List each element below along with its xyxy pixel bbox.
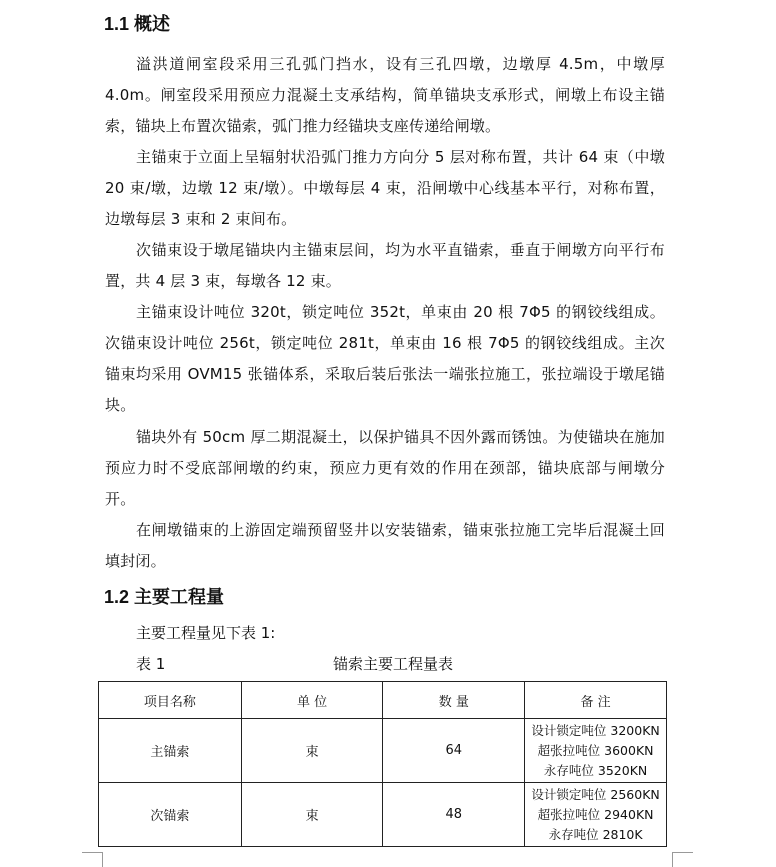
note-line: 永存吨位 2810K bbox=[548, 826, 643, 842]
header-notes: 备 注 bbox=[525, 682, 667, 719]
table-row bbox=[99, 719, 667, 783]
cell-name: 主锚索 bbox=[99, 719, 242, 783]
paragraph-4: 主锚束设计吨位 320t，锁定吨位 352t，单束由 20 根 7Φ5 的钢铰线组成。次锚束设计吨位 256t，锁定吨位 281t，单束由 16 根 7Φ5 的钢铰线组成。主次锚束均采用 OVM15 张锚体系，采取后装后张法一端张拉施工，张拉端设于墩尾锚块。 bbox=[105, 303, 665, 414]
table-caption: 锚索主要工程量表 bbox=[333, 655, 454, 673]
note-line: 超张拉吨位 3600KN bbox=[537, 742, 654, 758]
note-line: 超张拉吨位 2940KN bbox=[537, 806, 654, 822]
table-intro: 主要工程量见下表 1: bbox=[136, 624, 276, 642]
cell-quantity: 64 bbox=[383, 719, 525, 783]
header-name: 项目名称 bbox=[99, 682, 242, 719]
cell-unit: 束 bbox=[241, 719, 383, 783]
header-unit: 单 位 bbox=[241, 682, 383, 719]
paragraph-2: 主锚束于立面上呈辐射状沿弧门推力方向分 5 层对称布置，共计 64 束（中墩 20 束/墩，边墩 12 束/墩）。中墩每层 4 束，沿闸墩中心线基本平行，对称布置，边墩每层 3 束和 2 束间布。 bbox=[105, 148, 665, 228]
header-quantity: 数 量 bbox=[383, 682, 525, 719]
page-corner-mark-right bbox=[672, 852, 693, 867]
table-row bbox=[99, 783, 667, 847]
note-line: 设计锁定吨位 2560KN bbox=[531, 786, 660, 802]
paragraph-5: 锚块外有 50cm 厚二期混凝土，以保护锚具不因外露而锈蚀。为使锚块在施加预应力时不受底部闸墩的约束，预应力更有效的作用在颈部，锚块底部与闸墩分开。 bbox=[105, 428, 665, 508]
paragraph-3: 次锚束设于墩尾锚块内主锚束层间，均为水平直锚索，垂直于闸墩方向平行布置，共 4 层 3 束，每墩各 12 束。 bbox=[105, 241, 665, 290]
cell-notes bbox=[525, 783, 667, 847]
paragraph-1: 溢洪道闸室段采用三孔弧门挡水，设有三孔四墩，边墩厚 4.5m，中墩厚 4.0m。闸室段采用预应力混凝土支承结构，简单锚块支承形式，闸墩上布设主锚索，锚块上布置次锚索，弧门推力经锚块支座传递给闸墩。 bbox=[105, 55, 665, 135]
table-number: 表 1 bbox=[136, 655, 166, 673]
page-corner-mark-left bbox=[82, 852, 103, 867]
quantities-table bbox=[98, 681, 667, 847]
section-heading-overview: 1.1 概述 bbox=[104, 14, 171, 34]
cell-quantity: 48 bbox=[383, 783, 525, 847]
note-line: 永存吨位 3520KN bbox=[543, 762, 648, 778]
paragraph-6: 在闸墩锚束的上游固定端预留竖井以安装锚索，锚束张拉施工完毕后混凝土回填封闭。 bbox=[105, 521, 665, 570]
section-heading-quantities: 1.2 主要工程量 bbox=[104, 587, 225, 607]
note-line: 设计锁定吨位 3200KN bbox=[531, 722, 660, 738]
cell-name: 次锚索 bbox=[99, 783, 242, 847]
table-header-row bbox=[99, 682, 667, 719]
cell-unit: 束 bbox=[241, 783, 383, 847]
cell-notes bbox=[525, 719, 667, 783]
